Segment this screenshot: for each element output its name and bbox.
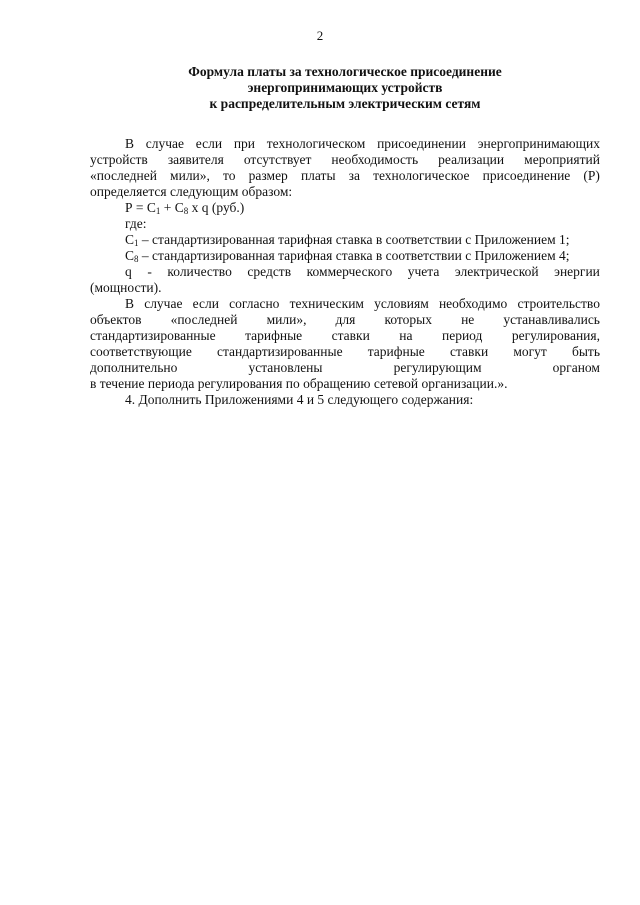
definition-text: – стандартизированная тарифная ставка в соответствии с Приложением 1; [138,232,570,247]
word: коммерческого [306,264,393,279]
word: строительство [517,296,600,311]
document-title [90,64,600,112]
paragraph-line [90,344,600,360]
word: ставки [331,328,370,343]
title-line: к распределительным электрическим сетям [209,96,481,111]
word: В [125,136,135,151]
word: если [192,296,219,311]
word: для [335,312,356,327]
definition-text: – стандартизированная тарифная ставка в соответствии с Приложением 4; [138,248,570,263]
word: устройств [90,152,148,167]
document-body [90,136,600,408]
word: платы [300,168,336,183]
word: (Р) [583,168,600,183]
word: энергии [554,264,600,279]
word: регулирования, [511,328,600,343]
word: устанавливались [503,312,600,327]
word: учета [407,264,440,279]
title-line: энергопринимающих устройств [247,80,443,95]
word: мероприятий [524,152,600,167]
word: не [461,312,475,327]
formula-part: Р = С [125,200,156,215]
word: случае [144,296,183,311]
paragraph-line: в течение периода регулирования по обращению сетевой организации.». [90,376,508,391]
word: размер [248,168,288,183]
symbol: С [125,232,135,247]
word: реализации [438,152,505,167]
paragraph-line: определяется следующим образом: [90,184,293,199]
word: органом [552,360,600,375]
definition-q [90,264,600,280]
word: объектов [90,312,142,327]
word: случае [145,136,185,151]
word: дополнительно [90,360,178,375]
word: - [147,264,152,279]
word: технологическом [266,136,366,151]
word: «последней [90,168,157,183]
word: то [223,168,236,183]
symbol-subscript: 8 [134,254,139,264]
paragraph-line [90,152,600,168]
word: тарифные [245,328,303,343]
symbol-subscript: 1 [134,238,139,248]
word: «последней [170,312,238,327]
formula-subscript: 8 [183,206,189,216]
paragraph-line [90,360,600,376]
formula-part: х q (руб.) [188,200,245,215]
word: q [125,264,132,279]
paragraph-line [90,136,600,152]
definition-c8 [90,248,600,264]
word: на [399,328,413,343]
word: соответствующие [90,344,192,359]
word: которых [384,312,432,327]
word: отсутствует [243,152,312,167]
word: если [195,136,223,151]
title-line: Формула платы за технологическое присоединение [188,64,502,79]
formula [90,200,600,216]
word: стандартизированные [90,328,216,343]
word: установлены [248,360,323,375]
paragraph-line [90,168,600,184]
item-4: 4. Дополнить Приложениями 4 и 5 следующего содержания: [125,392,474,407]
where-label: где: [125,216,147,231]
word: регулирующим [393,360,482,375]
word: присоединении [377,136,466,151]
word: за [348,168,360,183]
word: период [441,328,483,343]
definition-c1 [90,232,600,248]
word: мили», [266,312,307,327]
formula-part: + С [160,200,184,215]
word: согласно [229,296,280,311]
word: тарифные [367,344,425,359]
page-number: 2 [316,28,324,43]
paragraph-line: (мощности). [90,280,162,295]
word: необходимость [331,152,419,167]
word: заявителя [167,152,224,167]
paragraph-line [90,328,600,344]
word: присоединение [482,168,571,183]
word: необходимо [438,296,508,311]
word: ставки [449,344,489,359]
word: быть [571,344,600,359]
word: энергопринимающих [477,136,600,151]
word: условиям [374,296,429,311]
word: электрической [454,264,539,279]
symbol: С [125,248,135,263]
word: В [125,296,135,311]
word: техническим [289,296,364,311]
word: мили», [170,168,210,183]
word: стандартизированные [216,344,343,359]
word: количество [167,264,232,279]
word: при [233,136,256,151]
paragraph-line [90,296,600,312]
word: средств [247,264,292,279]
paragraph-line [90,312,600,328]
formula-subscript: 1 [155,206,161,216]
word: могут [513,344,547,359]
word: технологическое [373,168,470,183]
